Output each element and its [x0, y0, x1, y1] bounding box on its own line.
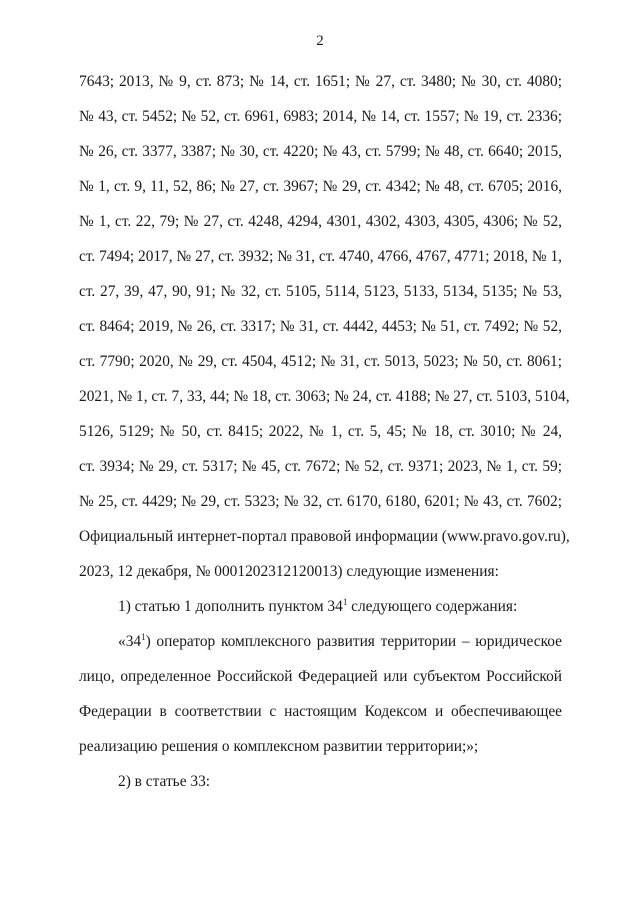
body-line-2: № 43, ст. 5452; № 52, ст. 6961, 6983; 2014, № 14, ст. 1557; № 19, ст. 2336;: [79, 108, 562, 125]
body-line-12: ст. 3934; № 29, ст. 5317; № 45, ст. 7672; № 52, ст. 9371; 2023, № 1, ст. 59;: [79, 458, 562, 475]
quote-open: «34: [118, 633, 142, 650]
body-line-6: ст. 7494; 2017, № 27, ст. 3932; № 31, ст. 4740, 4766, 4767, 4771; 2018, № 1,: [79, 248, 562, 265]
item-1: [118, 596, 562, 618]
item-1-superscript: 1: [342, 597, 348, 607]
body-line-14: Официальный интернет-портал правовой информации (www.pravo.gov.ru),: [79, 528, 570, 545]
page-number: 2: [316, 33, 324, 49]
body-line-4: № 1, ст. 9, 11, 52, 86; № 27, ст. 3967; № 29, ст. 4342; № 48, ст. 6705; 2016,: [79, 178, 562, 195]
body-line-10: 2021, № 1, ст. 7, 33, 44; № 18, ст. 3063; № 24, ст. 4188; № 27, ст. 5103, 5104,: [79, 388, 570, 405]
quote-line-3: Федерации в соответствии с настоящим Кодексом и обеспечивающее: [79, 703, 562, 720]
body-line-7: ст. 27, 39, 47, 90, 91; № 32, ст. 5105, 5114, 5123, 5133, 5134, 5135; № 53,: [79, 283, 562, 300]
body-line-13: № 25, ст. 4429; № 29, ст. 5323; № 32, ст. 6170, 6180, 6201; № 43, ст. 7602;: [79, 493, 562, 510]
body-line-5: № 1, ст. 22, 79; № 27, ст. 4248, 4294, 4301, 4302, 4303, 4305, 4306; № 52,: [79, 213, 562, 230]
quote-line-2: лицо, определенное Российской Федерацией или субъектом Российской: [79, 668, 562, 685]
item-2: 2) в статье 33:: [118, 773, 211, 790]
body-line-8: ст. 8464; 2019, № 26, ст. 3317; № 31, ст. 4442, 4453; № 51, ст. 7492; № 52,: [79, 318, 562, 335]
quote-line-4: реализацию решения о комплексном развитии территории;»;: [79, 738, 479, 755]
quote-first-rest: ) оператор комплексного развития территории – юридическое: [145, 633, 562, 650]
quote-superscript: 1: [141, 632, 146, 642]
item-1-text: 1) статью 1 дополнить пунктом 34: [118, 598, 343, 615]
body-line-3: № 26, ст. 3377, 3387; № 30, ст. 4220; № 43, ст. 5799; № 48, ст. 6640; 2015,: [79, 143, 562, 160]
body-line-1: 7643; 2013, № 9, ст. 873; № 14, ст. 1651; № 27, ст. 3480; № 30, ст. 4080;: [79, 73, 562, 90]
quote-line-1: [118, 631, 562, 653]
body-line-15: 2023, 12 декабря, № 0001202312120013) следующие изменения:: [79, 563, 499, 580]
body-line-11: 5126, 5129; № 50, ст. 8415; 2022, № 1, ст. 5, 45; № 18, ст. 3010; № 24,: [79, 423, 562, 440]
body-line-9: ст. 7790; 2020, № 29, ст. 4504, 4512; № 31, ст. 5013, 5023; № 50, ст. 8061;: [79, 353, 562, 370]
item-1-text-end: следующего содержания:: [347, 598, 518, 615]
